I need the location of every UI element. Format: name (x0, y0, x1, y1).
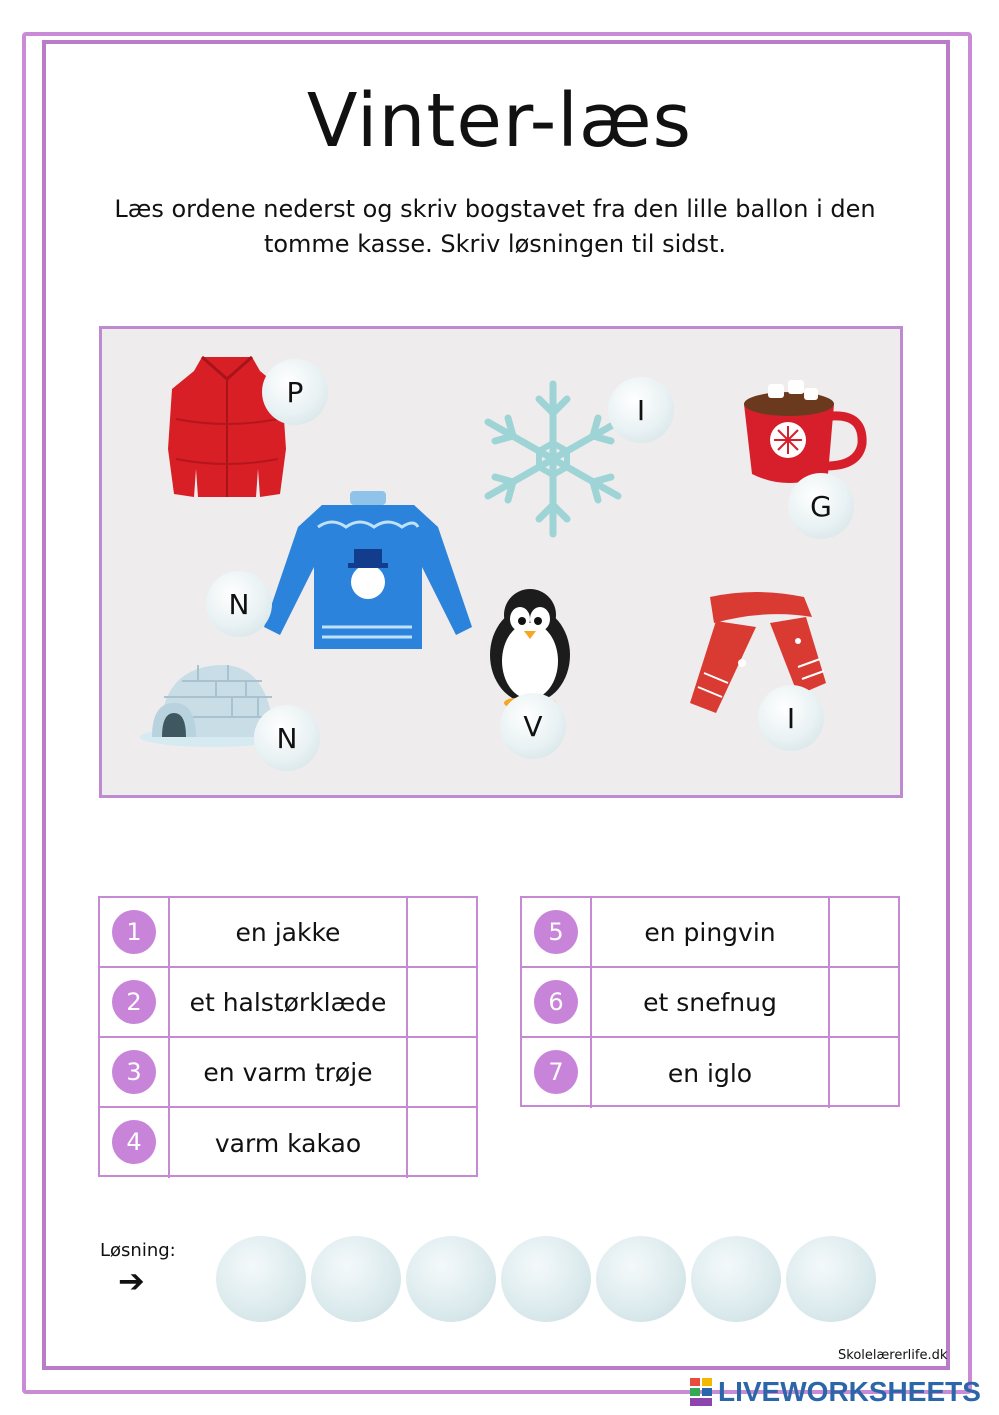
row-number-badge: 7 (534, 1050, 578, 1094)
answer-box[interactable] (830, 1038, 898, 1108)
row-number-badge: 2 (112, 980, 156, 1024)
solution-snowball[interactable] (596, 1236, 686, 1322)
answer-box[interactable] (408, 1038, 476, 1106)
solution-label: Løsning: (100, 1240, 176, 1261)
letter-balloon-snowflake: I (608, 377, 674, 443)
letter-balloon-jacket: P (262, 359, 328, 425)
word-cell: en iglo (592, 1038, 830, 1108)
word-table-left (98, 896, 478, 1177)
answer-box[interactable] (408, 1108, 476, 1178)
word-cell: en pingvin (592, 898, 830, 966)
row-number-badge: 4 (112, 1120, 156, 1164)
answer-box[interactable] (408, 898, 476, 966)
letter-balloon-penguin: V (500, 693, 566, 759)
liveworksheets-logo-icon (690, 1378, 714, 1406)
answer-box[interactable] (408, 968, 476, 1036)
solution-snowball[interactable] (216, 1236, 306, 1322)
instructions: Læs ordene nederst og skriv bogstavet fra den lille ballon i den tomme kasse. Skriv løsningen til sidst. (114, 195, 876, 258)
letter-balloon-igloo: N (254, 705, 320, 771)
sweater-illustration (262, 487, 474, 652)
table-row (100, 1108, 476, 1178)
table-row (100, 898, 476, 968)
letter-balloon-cocoa: G (788, 473, 854, 539)
word-cell: et snefnug (592, 968, 830, 1036)
word-cell: en varm trøje (170, 1038, 408, 1106)
word-cell: varm kakao (170, 1108, 408, 1178)
solution-snowball[interactable] (786, 1236, 876, 1322)
word-cell: en jakke (170, 898, 408, 966)
credit-text: Skolelærerlife.dk (838, 1348, 948, 1363)
row-number-badge: 3 (112, 1050, 156, 1094)
row-number-badge: 5 (534, 910, 578, 954)
page-title: Vinter-læs (306, 78, 693, 164)
row-number-badge: 1 (112, 910, 156, 954)
solution-snowball[interactable] (501, 1236, 591, 1322)
table-row (522, 968, 898, 1038)
snowflake-illustration (478, 379, 628, 539)
solution-snowball[interactable] (691, 1236, 781, 1322)
word-cell: et halstørklæde (170, 968, 408, 1036)
letter-balloon-scarf: I (758, 685, 824, 751)
brand-wordmark[interactable]: LIVEWORKSHEETS (718, 1376, 981, 1407)
answer-box[interactable] (830, 898, 898, 966)
arrow-right-icon: ➔ (118, 1262, 145, 1300)
answer-box[interactable] (830, 968, 898, 1036)
letter-balloon-sweater: N (206, 571, 272, 637)
table-row (100, 968, 476, 1038)
solution-snowball[interactable] (406, 1236, 496, 1322)
row-number-badge: 6 (534, 980, 578, 1024)
solution-snowball[interactable] (311, 1236, 401, 1322)
word-table-right (520, 896, 900, 1107)
picture-panel (99, 326, 903, 798)
table-row (100, 1038, 476, 1108)
penguin-illustration (484, 585, 576, 709)
table-row (522, 898, 898, 968)
table-row (522, 1038, 898, 1108)
